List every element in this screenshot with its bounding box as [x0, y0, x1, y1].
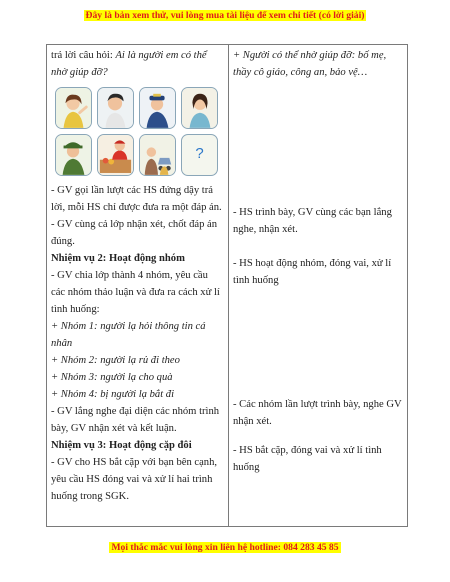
intro-question: Ai là người em có thể: [115, 50, 207, 61]
hotline-banner: [0, 537, 450, 555]
mother-image: [55, 87, 92, 129]
task-2-group: + Nhóm 1: người lạ hỏi thông tin cá: [51, 321, 206, 332]
left-line: - GV gọi lần lượt các HS đứng dậy trả: [51, 185, 213, 196]
task-2-line: các nhóm thảo luận và đưa ra cách xử lí: [51, 287, 220, 298]
task-3-line: - GV cho HS bắt cặp với bạn bên cạnh,: [51, 457, 218, 468]
teacher-image: [181, 87, 218, 129]
spacer: [233, 430, 403, 442]
left-line: - GV cùng cả lớp nhận xét, chốt đáp án: [51, 219, 218, 230]
table-row: [47, 45, 408, 527]
police-officer-image: [139, 87, 176, 129]
intro-line-2: nhờ giúp đỡ?: [51, 67, 108, 78]
spacer: [233, 81, 403, 204]
helper-image-grid: [55, 87, 224, 176]
soldier-image: [55, 134, 92, 176]
task-2-title: Nhiệm vụ 2: Hoạt động nhóm: [51, 253, 185, 264]
question-mark-image: [181, 134, 218, 176]
teacher-activities-cell: [47, 45, 229, 527]
task-2-line: tình huống:: [51, 304, 100, 315]
student-response-line: huống: [233, 462, 260, 473]
task-2-group: + Nhóm 2: người lạ rủ đi theo: [51, 355, 180, 366]
student-response-line: - HS hoạt động nhóm, đóng vai, xử lí: [233, 258, 392, 269]
hotline-banner-text: Mọi thắc mắc vui lòng xin liên hệ hotline: 084 283 45 85: [111, 542, 339, 553]
student-response-line: nghe, nhận xét.: [233, 224, 298, 235]
task-3-line: yêu cầu HS đóng vai và xử lí hai trình: [51, 474, 213, 485]
task-3-line: huống trong SGK.: [51, 491, 129, 502]
task-2-group: nhân: [51, 338, 73, 349]
lesson-table: [46, 44, 408, 527]
task-3-title: Nhiệm vụ 3: Hoạt động cặp đôi: [51, 440, 192, 451]
task-2-line: - GV chia lớp thành 4 nhóm, yêu cầu: [51, 270, 208, 281]
student-response-line: nhận xét.: [233, 416, 272, 427]
student-response-line: - Các nhóm lần lượt trình bày, nghe GV: [233, 399, 402, 410]
answer-line: thầy cô giáo, công an, bảo vệ…: [233, 67, 368, 78]
family-stroller-image: [139, 134, 176, 176]
preview-banner: [0, 5, 450, 23]
intro-line-1: trả lời câu hỏi: Ai là người em có thể: [51, 50, 207, 61]
left-line: đúng.: [51, 236, 75, 247]
student-response-line: tình huống: [233, 275, 279, 286]
answer-line: + Người có thể nhờ giúp đỡ: bố mẹ,: [233, 50, 387, 61]
shopkeeper-image: [97, 134, 134, 176]
preview-banner-text: Đây là bản xem thử, vui lòng mua tài liệu để xem chi tiết (có lời giải): [85, 10, 365, 21]
spacer: [233, 238, 403, 255]
question-mark-icon: ?: [195, 145, 204, 162]
student-response-line: - HS trình bày, GV cùng các bạn lắng: [233, 207, 392, 218]
boy-image: [97, 87, 134, 129]
student-activities-cell: [229, 45, 408, 527]
spacer: [233, 289, 403, 396]
left-line: lời, mỗi HS chỉ được đưa ra một đáp án.: [51, 202, 222, 213]
task-2-group: + Nhóm 3: người lạ cho quà: [51, 372, 173, 383]
task-2-group: + Nhóm 4: bị người lạ bắt đi: [51, 389, 175, 400]
task-2-end-line: - GV lắng nghe đại diện các nhóm trình: [51, 406, 220, 417]
task-2-end-line: bày, GV nhận xét và kết luận.: [51, 423, 177, 434]
student-response-line: - HS bắt cặp, đóng vai và xử lí tình: [233, 445, 382, 456]
